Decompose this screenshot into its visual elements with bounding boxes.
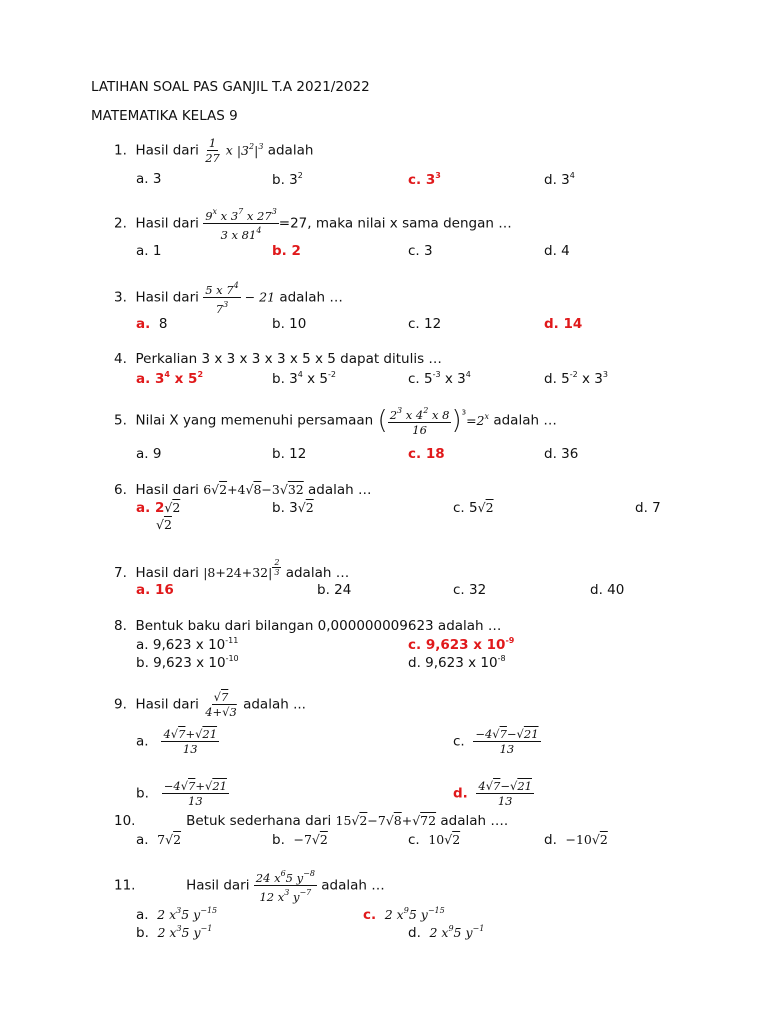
q9-option-c: c. $\frac{-4√7-√21}{13}$ xyxy=(453,727,539,756)
question-3: 3. Hasil dari $\frac{5 x 7^4}{7^3}$ − 21 adalah … xyxy=(114,281,343,316)
q6-option-c: c. 5√2 xyxy=(453,500,494,516)
q1-option-c: c. $3^3$ xyxy=(408,171,441,188)
question-5: 5. Nilai X yang memenuhi persamaan ( $\frac{2^3 x 4^2 x 8}{16}$ )$^3=2^x$ adalah … xyxy=(114,405,557,437)
q5-option-a: a. 9 xyxy=(136,446,162,462)
question-11: 11. Hasil dari $\frac{24 x^65 y^{-8}}{12 x^3 y^{-7}}$ adalah … xyxy=(114,869,385,904)
q3-option-c: c. 12 xyxy=(408,316,442,332)
q3-option-d: d. 14 xyxy=(544,316,583,332)
q6-option-a: a. 2√2 xyxy=(136,500,181,516)
q1-option-a: a. 3 xyxy=(136,171,162,187)
q8-option-d: d. 9,623 x $10^{-8}$ xyxy=(408,654,506,671)
q6-option-a-extra: √2 xyxy=(156,517,172,532)
question-4: 4. Perkalian 3 x 3 x 3 x 3 x 5 x 5 dapat ditulis … xyxy=(114,351,442,367)
q2-option-b: b. 2 xyxy=(272,243,301,259)
q6-option-d: d. 7 xyxy=(635,500,661,516)
q11-option-c: c. 2 $x^95$ $y^{-15}$ xyxy=(363,906,445,923)
q10-option-c: c. 10√2 xyxy=(408,832,461,848)
q7-option-d: d. 40 xyxy=(590,582,625,598)
q5-option-d: d. 36 xyxy=(544,446,579,462)
q10-option-d: d. −10√2 xyxy=(544,832,608,848)
q4-option-a: a. $3^4$ x $5^2$ xyxy=(136,370,204,387)
question-7: 7. Hasil dari |8+24+32| $\frac{2}{3}$ adalah … xyxy=(114,558,350,581)
q2-option-d: d. 4 xyxy=(544,243,570,259)
q4-option-b: b. $3^4$ x $5^{-2}$ xyxy=(272,370,336,387)
question-1: 1. Hasil dari $\frac{1}{27}$ x $|3^2|^3$ adalah xyxy=(114,136,314,165)
q5-option-c: c. 18 xyxy=(408,446,445,462)
q11-option-a: a. 2 $x^35$ $y^{-15}$ xyxy=(136,906,218,923)
q9-option-b: b. $\frac{-4√7+√21}{13}$ xyxy=(136,779,227,808)
q9-option-d: d. $\frac{4√7-√21}{13}$ xyxy=(453,779,532,808)
q8-option-b: b. 9,623 x $10^{-10}$ xyxy=(136,654,239,671)
q10-option-b: b. −7√2 xyxy=(272,832,328,848)
question-9: 9. Hasil dari $\frac{√7}{4+√3}$ adalah ... xyxy=(114,690,306,719)
page-title: LATIHAN SOAL PAS GANJIL T.A 2021/2022 xyxy=(91,79,370,95)
q10-option-a: a. 7√2 xyxy=(136,832,182,848)
question-2: 2. Hasil dari $\frac{9^x x 3^7 x 27^3}{3 x 81^4}$ =27, maka nilai x sama dengan … xyxy=(114,207,512,242)
q3-option-a: a. 8 xyxy=(136,316,168,332)
q1-option-d: d. $3^4$ xyxy=(544,171,575,188)
page-subtitle: MATEMATIKA KELAS 9 xyxy=(91,108,238,124)
q3-option-b: b. 10 xyxy=(272,316,307,332)
q7-option-b: b. 24 xyxy=(317,582,352,598)
q4-option-c: c. $5^{-3}$ x $3^4$ xyxy=(408,370,471,387)
q11-option-b: b. 2 $x^35$ $y^{-1}$ xyxy=(136,924,213,941)
question-8: 8. Bentuk baku dari bilangan 0,000000009623 adalah … xyxy=(114,618,502,634)
question-6: 6. Hasil dari 6√2+4√8−3√32 adalah … xyxy=(114,482,372,498)
q2-option-a: a. 1 xyxy=(136,243,162,259)
q11-option-d: d. 2 $x^95$ $y^{-1}$ xyxy=(408,924,485,941)
question-10: 10. Betuk sederhana dari 15√2−7√8+√72 adalah …. xyxy=(114,813,509,829)
q9-option-a: a. $\frac{4√7+√21}{13}$ xyxy=(136,727,218,756)
q7-option-a: a. 16 xyxy=(136,582,174,598)
q5-option-b: b. 12 xyxy=(272,446,307,462)
q6-option-b: b. 3√2 xyxy=(272,500,314,516)
q8-option-c: c. 9,623 x $10^{-9}$ xyxy=(408,636,515,653)
q2-option-c: c. 3 xyxy=(408,243,433,259)
q4-option-d: d. $5^{-2}$ x $3^3$ xyxy=(544,370,608,387)
q8-option-a: a. 9,623 x $10^{-11}$ xyxy=(136,636,239,653)
q7-option-c: c. 32 xyxy=(453,582,487,598)
q1-option-b: b. $3^2$ xyxy=(272,171,303,188)
